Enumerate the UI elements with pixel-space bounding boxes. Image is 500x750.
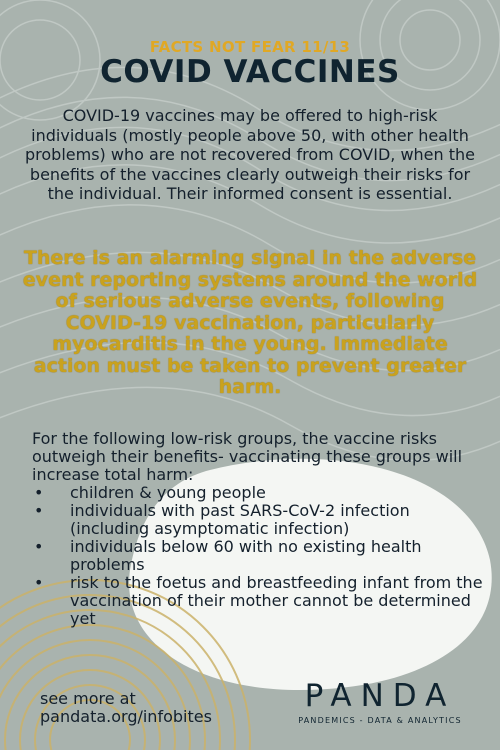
bullet-icon: •: [34, 537, 44, 556]
list-item: [32, 538, 484, 574]
see-more: [40, 690, 212, 726]
series-label: FACTS NOT FEAR 11/13: [149, 38, 351, 56]
list-item-text: individuals with past SARS-CoV-2 infection (including asymptomatic infection): [70, 501, 410, 538]
list-item: [32, 574, 484, 628]
see-more-label: see more at: [40, 689, 136, 708]
list-item: [32, 484, 484, 502]
list-item: [32, 502, 484, 538]
logo-wordmark: PANDA: [304, 678, 456, 714]
bullet-icon: •: [34, 573, 44, 592]
bullet-icon: •: [34, 483, 44, 502]
list-item-text: children & young people: [70, 483, 266, 502]
page-title: COVID VACCINES: [100, 54, 400, 90]
low-risk-intro: For the following low-risk groups, the vaccine risks outweigh their benefits- vaccinating these groups will increase total harm:: [32, 429, 463, 484]
logo-tagline: PANDEMICS - DATA & ANALYTICS: [298, 716, 462, 725]
low-risk-list: [32, 484, 484, 628]
list-item-text: individuals below 60 with no existing health problems: [70, 537, 422, 574]
low-risk-section: [32, 430, 484, 628]
see-more-link[interactable]: pandata.org/infobites: [40, 707, 212, 726]
intro-paragraph: COVID-19 vaccines may be offered to high-risk individuals (mostly people above 50, with other health problems) who are not recovered from COVID, when the benefits of the vaccines clearly outweigh their risks for the individual. Their informed consent is essential.: [24, 106, 475, 203]
list-item-text: risk to the foetus and breastfeeding infant from the vaccination of their mother cannot be determined yet: [70, 573, 483, 628]
panda-logo: [280, 678, 480, 725]
bullet-icon: •: [34, 501, 44, 520]
warning-paragraph: There is an alarming signal in the adverse event reporting systems around the world of serious adverse events, following COVID-19 vaccination, particularly myocarditis in the young. Immediate action must be taken to prevent greater harm.: [22, 247, 478, 398]
